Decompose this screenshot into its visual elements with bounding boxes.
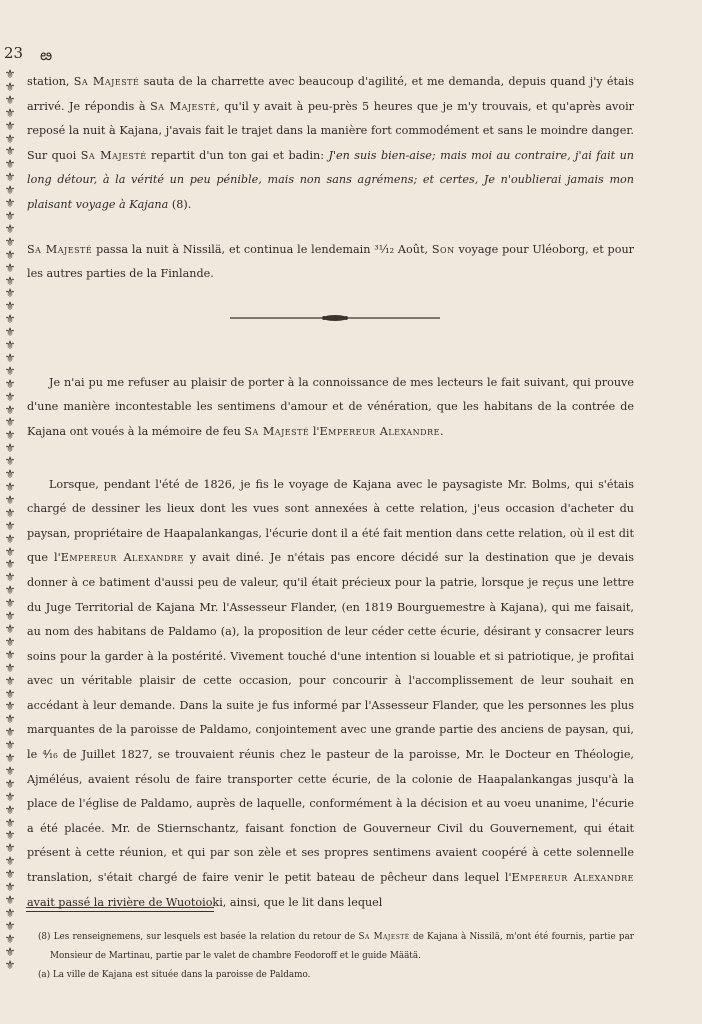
paragraph-3 (27, 371, 634, 445)
main-text (27, 70, 634, 915)
page-number: 23 (4, 44, 24, 62)
date-fraction: ³¹⁄₁₂ (374, 242, 395, 256)
majesty-title: Sa Majesté (150, 99, 217, 113)
footnote-a (38, 966, 634, 985)
text-run: (a) La ville de Kajana est située dans la paroisse de Paldamo. (38, 970, 311, 980)
majesty-title: Sa Majesté (244, 424, 310, 438)
paragraph-2 (27, 238, 634, 287)
text-run: avait passé la rivière de Wuotoioki, ainsi, que le lit dans lequel (27, 895, 383, 909)
majesty-title: Sa Majesté (73, 75, 140, 88)
text-run: Lorsque, pendant l'été de 1826, je fis le voyage de Kajana avec le paysagiste Mr. Bolms, qui s'étais chargé de dessiner les lieux dont les vues sont annexées à cette relation, j'eus occasion d'acheter du paysan, propriétaire de Haapalankangas, l'écurie dont il a été fait mention dans cette relation, où il est dit que l' (27, 477, 634, 565)
emperor-title: Empereur Alexandre (319, 424, 440, 438)
majesty-title: Sa Majesté (358, 932, 410, 942)
text-run: , qu'il y avait à peu-près 5 heures que je m'y trouvais, et qu'après avoir reposé la nuit à Kajana, j'avais fait le trajet dans la manière fort commodément et sans le moindre danger. Sur quoi (27, 99, 635, 162)
section-separator (230, 312, 440, 324)
decorative-border: ⚜⚜⚜⚜⚜⚜⚜⚜⚜⚜⚜⚜⚜⚜⚜⚜⚜⚜⚜⚜⚜⚜⚜⚜⚜⚜⚜⚜⚜⚜⚜⚜⚜⚜⚜⚜⚜⚜⚜⚜⚜⚜⚜⚜⚜⚜⚜⚜⚜⚜⚜⚜⚜⚜⚜⚜⚜⚜⚜⚜⚜⚜⚜⚜⚜⚜⚜⚜⚜⚜ (4, 68, 16, 972)
date-fraction: ⁴⁄₁₆ (42, 748, 58, 762)
footnotes (38, 928, 634, 985)
text-run: Août, (394, 242, 432, 256)
text-run: l' (309, 424, 320, 438)
text-run: Je n'ai pu me refuser au plaisir de porter à la connoissance de mes lecteurs le fait suivant, qui prouve d'une manière incontestable les sentimens d'amour et de vénération, que les habitans de la contrée de Kajana ont voués à la mémoire de feu (27, 375, 634, 438)
footnote-rule (26, 907, 214, 912)
emperor-quote: J'en suis bien-aise; mais moi au contraire, j'ai fait un long détour, à la vérité un peu pénible, mais non sans agrémens; et certes, Je n'oublierai jamais mon plaisant voyage à Kajana (27, 148, 634, 211)
text-run: (8) Les renseignemens, sur lesquels est basée la relation du retour de (38, 932, 359, 942)
text-run: passa la nuit à Nissilä, et continua le lendemain (92, 242, 375, 256)
text-run: voyage pour Uléoborg, et pour les autres parties de la Finlande. (27, 242, 635, 281)
header-ornament: ఴ (40, 46, 53, 64)
text-run: y avait diné. Je n'étais pas encore décidé sur la destination que je devais donner à ce batiment d'aussi peu de valeur, qu'il était précieux pour la patrie, lorsque je reçus une lettre du Juge Territorial de Kajana Mr. l'Assesseur Flander, (en 1819 Bourguemestre à Kajana), qui me faisait, au nom des habitans de Paldamo (a), la proposition de leur céder cette écurie, désirant y consacrer leurs soins pour la garder à la postérité. Vivement touché d'une intention si louable et si patriotique, je profitai avec un véritable plaisir de cette occasion, pour concourir à l'accomplissement de leur souhait en accédant à leur demande. Dans la suite je fus informé par l'Assesseur Flander, que les personnes les plus marquantes de la paroisse de Paldamo, conjointement avec une grande partie des anciens de paysan, qui, le (27, 551, 635, 762)
text-run: de Juillet 1827, se trouvaient réunis chez le pasteur de la paroisse, Mr. le Docteur en Théologie, Ajméléus, avaient résolu de faire transporter cette écurie, de la colonie de Haapalankangas jusqu'à la place de l'église de Paldamo, auprès de laquelle, conformément à la décision et au voeu unanime, l'écurie a été placée. Mr. de Stiernschantz, faisant fonction de Gouverneur Civil du Gouvernement, qui était présent à cette réunion, et qui par son zèle et ses propres sentimens avaient coopéré à cette solennelle translation, s'était chargé de faire venir le petit bateau de pêcheur dans lequel l' (27, 748, 634, 885)
emperor-title: Empereur Alexandre (60, 551, 184, 565)
paragraph-1 (27, 70, 634, 218)
text-run: . (439, 424, 444, 438)
son-title: Son (431, 242, 455, 256)
text-run: de Kajana à Nissilä, m'ont été fournis, partie par Monsieur de Martinau, partie par le valet de chambre Feodoroff et le guide Määtä. (50, 932, 635, 961)
text-run: repartit d'un ton gai et badin: (146, 148, 329, 162)
text-run: station, (27, 75, 74, 88)
emperor-title: Empereur Alexandre (511, 871, 634, 885)
text-run: sauta de la charrette avec beaucoup d'agilité, et me demanda, depuis quand j'y étais arrivé. Je répondis à (27, 75, 634, 113)
paragraph-4 (27, 473, 634, 916)
footnote-ref: (8). (168, 197, 192, 211)
majesty-title: Sa Majesté (27, 242, 93, 256)
footnote-8 (38, 928, 634, 966)
majesty-title: Sa Majesté (80, 148, 147, 162)
